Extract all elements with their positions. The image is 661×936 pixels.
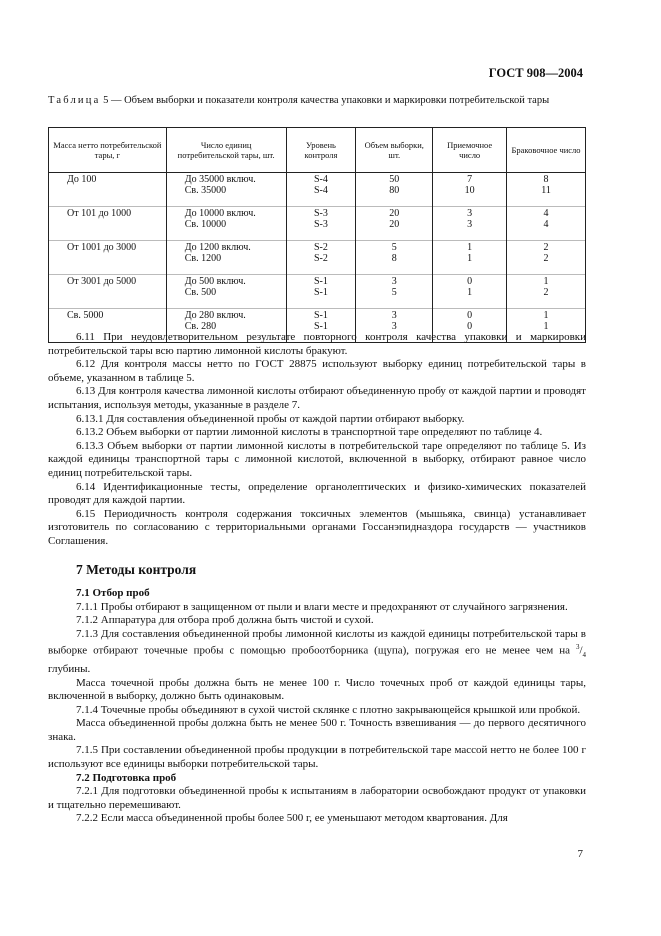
reject-value: 8 [543,174,549,185]
fraction-denominator: 4 [582,651,587,660]
table-row [49,241,586,275]
reject-cell [507,207,586,241]
sample-value: 5 [391,242,397,253]
accept-value: 7 [467,174,473,185]
sample-value: 5 [391,287,397,298]
paragraph-6-13-3: 6.13.3 Объем выборки от партии лимонной кислоты в потребительской таре определяют по таблице 5. Из каждой единицы транспортной тары с лимонной кислотой, включенной в выборку, отбирают равное число единиц потребительской тары. [48,439,586,479]
sample-value: 3 [391,310,397,321]
accept-cell [433,207,507,241]
sampling-table [48,127,586,343]
paragraph-7-2-2: 7.2.2 Если масса объединенной пробы более 500 г, ее уменьшают методом квартования. Для [76,812,508,825]
units-value: До 500 включ. [184,276,246,287]
column-header-reject: Браковочное число [507,128,586,173]
sample-cell [356,173,433,207]
sample-value: 3 [391,276,397,287]
reject-value: 2 [543,242,549,253]
paragraph-6-11: 6.11 При неудовлетворительном результате повторного контроля качества упаковки и маркировки потребительской тары всю партию лимонной кислоты бракуют. [48,331,586,357]
paragraph-7-1-1: 7.1.1 Пробы отбирают в защищенном от пыли и влаги месте и предохраняют от случайного загрязнения. [76,600,568,613]
reject-cell [507,173,586,207]
reject-cell [507,241,586,275]
paragraph-6-14: 6.14 Идентификационные тесты, определение органолептических и физико-химических показателей проводят для каждой партии. [48,480,586,507]
column-header-level: Уровень контроля [286,128,356,173]
table-row [49,173,586,207]
level-value: S-3 [313,219,328,230]
units-value: До 10000 включ. [184,208,256,219]
reject-value: 1 [543,321,549,332]
paragraph-6-12: 6.12 Для контроля массы нетто по ГОСТ 28875 используют выборку единиц потребительской тары в объеме, указанном в таблице 5. [48,358,586,384]
accept-value: 0 [467,310,473,321]
table-caption [48,95,588,107]
document-body [48,331,586,826]
paragraph-6-15: 6.15 Периодичность контроля содержания токсичных элементов (мышьяка, свинца) устанавливает изготовитель по согласованию с территориальными органами Госсанэпидназдора государств — участников Соглашения. [48,507,586,547]
reject-value: 1 [543,310,549,321]
paragraph-6-13: 6.13 Для контроля качества лимонной кислоты отбирают объединенную пробу от каждой партии и проводят испытания, используя методы, указанные в разделе 7. [48,385,586,411]
units-value: До 35000 включ. [184,174,256,185]
units-value: До 1200 включ. [184,242,251,253]
subsection-heading-7-1: 7.1 Отбор проб [76,587,150,600]
paragraph-7-1-4-cont: Масса объединенной пробы должна быть не менее 500 г. Точность взвешивания — до первого десятичного знака. [48,717,586,743]
table-row [49,275,586,309]
level-cell [286,275,356,309]
mass-cell: От 3001 до 5000 [49,275,167,309]
section-heading-7: 7 Методы контроля [76,561,197,577]
paragraph-7-1-2: 7.1.2 Аппаратура для отбора проб должна быть чистой и сухой. [76,614,374,627]
fraction-numerator: 3 [575,643,580,652]
level-value: S-2 [313,242,328,253]
units-value: Св. 1200 [184,253,222,264]
accept-cell [433,173,507,207]
units-cell [166,275,286,309]
paragraph-7-2-1: 7.2.1 Для подготовки объединенной пробы к испытаниям в лаборатории освобождают продукт от упаковки и тщательно перемешивают. [48,785,586,811]
sample-cell [356,207,433,241]
units-cell [166,173,286,207]
paragraph-7-1-3: 7.1.3 Для составления объединенной пробы лимонной кислоты из каждой единицы потребительской тары в выборке отбирают точечные пробы с помощью пробоотборника (щупа), погружая его не менее чем на $^3/_4$ глубины. [48,627,587,675]
sample-value: 80 [389,185,400,196]
paragraph-6-13-2: 6.13.2 Объем выборки от партии лимонной кислоты в транспортной таре определяют по таблице 4. [76,426,543,439]
paragraph-7-1-4: 7.1.4 Точечные пробы объединяют в сухой чистой склянке с плотно закрывающейся крышкой или пробкой. [76,703,581,716]
level-cell [286,207,356,241]
reject-value: 4 [543,208,549,219]
level-value: S-2 [313,253,328,264]
paragraph-7-1-3-text: 7.1.3 Для составления объединенной пробы лимонной кислоты из каждой единицы потребительской тары в выборке отбирают точечные пробы с помощью пробоотборника (щупа), погружая его не менее чем на [48,627,586,658]
column-header-accept: Приемочное число [433,128,507,173]
level-value: S-1 [313,321,328,332]
column-header-units: Число единиц потребительской тары, шт. [166,128,286,173]
level-value: S-3 [313,208,328,219]
units-value: Св. 35000 [184,185,227,196]
units-cell [166,241,286,275]
table-caption-prefix: Таблица [48,95,101,106]
sample-value: 3 [391,321,397,332]
reject-value: 2 [543,287,549,298]
paragraph-7-1-3-tail: глубины. [48,662,91,675]
accept-value: 1 [467,253,473,264]
level-value: S-4 [313,174,328,185]
accept-value: 1 [467,287,473,298]
sample-value: 8 [391,253,397,264]
paragraph-6-13-1: 6.13.1 Для составления объединенной пробы от каждой партии отбирают выборку. [76,412,465,425]
accept-cell [433,275,507,309]
level-value: S-1 [313,310,328,321]
accept-value: 0 [467,276,473,287]
paragraph-7-1-5: 7.1.5 При составлении объединенной пробы продукции в потребительской таре массой нетто не более 100 г используют все единицы выборки потребительской тары. [48,744,586,771]
level-cell [286,173,356,207]
reject-value: 4 [543,219,549,230]
standard-code-header: ГОСТ 908—2004 [488,66,583,80]
sample-value: 20 [389,219,400,230]
table-caption-text: 5 — Объем выборки и показатели контроля качества упаковки и маркировки потребительской тары [103,95,550,106]
accept-value: 10 [464,185,475,196]
paragraph-7-1-3-cont: Масса точечной пробы должна быть не менее 100 г. Число точечных проб от каждой единицы тары, включенной в выборку, должно быть одинаковым. [48,676,586,703]
accept-value: 0 [467,321,473,332]
accept-value: 1 [467,242,473,253]
level-cell [286,241,356,275]
table-row [49,207,586,241]
column-header-sample: Объем выборки, шт. [356,128,433,173]
sample-cell [356,241,433,275]
units-cell [166,207,286,241]
reject-value: 2 [543,253,549,264]
accept-value: 3 [467,219,473,230]
table-header-row [49,128,586,173]
reject-value: 11 [541,185,551,196]
column-header-mass: Масса нетто потребительской тары, г [49,128,167,173]
mass-cell: От 1001 до 3000 [49,241,167,275]
page-number: 7 [577,848,583,860]
mass-cell: От 101 до 1000 [49,207,167,241]
reject-value: 1 [543,276,549,287]
units-value: Св. 500 [184,287,217,298]
accept-cell [433,241,507,275]
sample-cell [356,275,433,309]
units-value: До 280 включ. [184,310,246,321]
sample-value: 50 [389,174,400,185]
units-value: Св. 10000 [184,219,227,230]
accept-value: 3 [467,208,473,219]
mass-cell: До 100 [49,173,167,207]
subsection-heading-7-2: 7.2 Подготовка проб [76,771,177,784]
units-value: Св. 280 [184,321,217,332]
level-value: S-1 [313,276,328,287]
sample-value: 20 [389,208,400,219]
level-value: S-4 [313,185,328,196]
reject-cell [507,275,586,309]
mass-cell: Св. 5000 [49,309,167,343]
level-value: S-1 [313,287,328,298]
